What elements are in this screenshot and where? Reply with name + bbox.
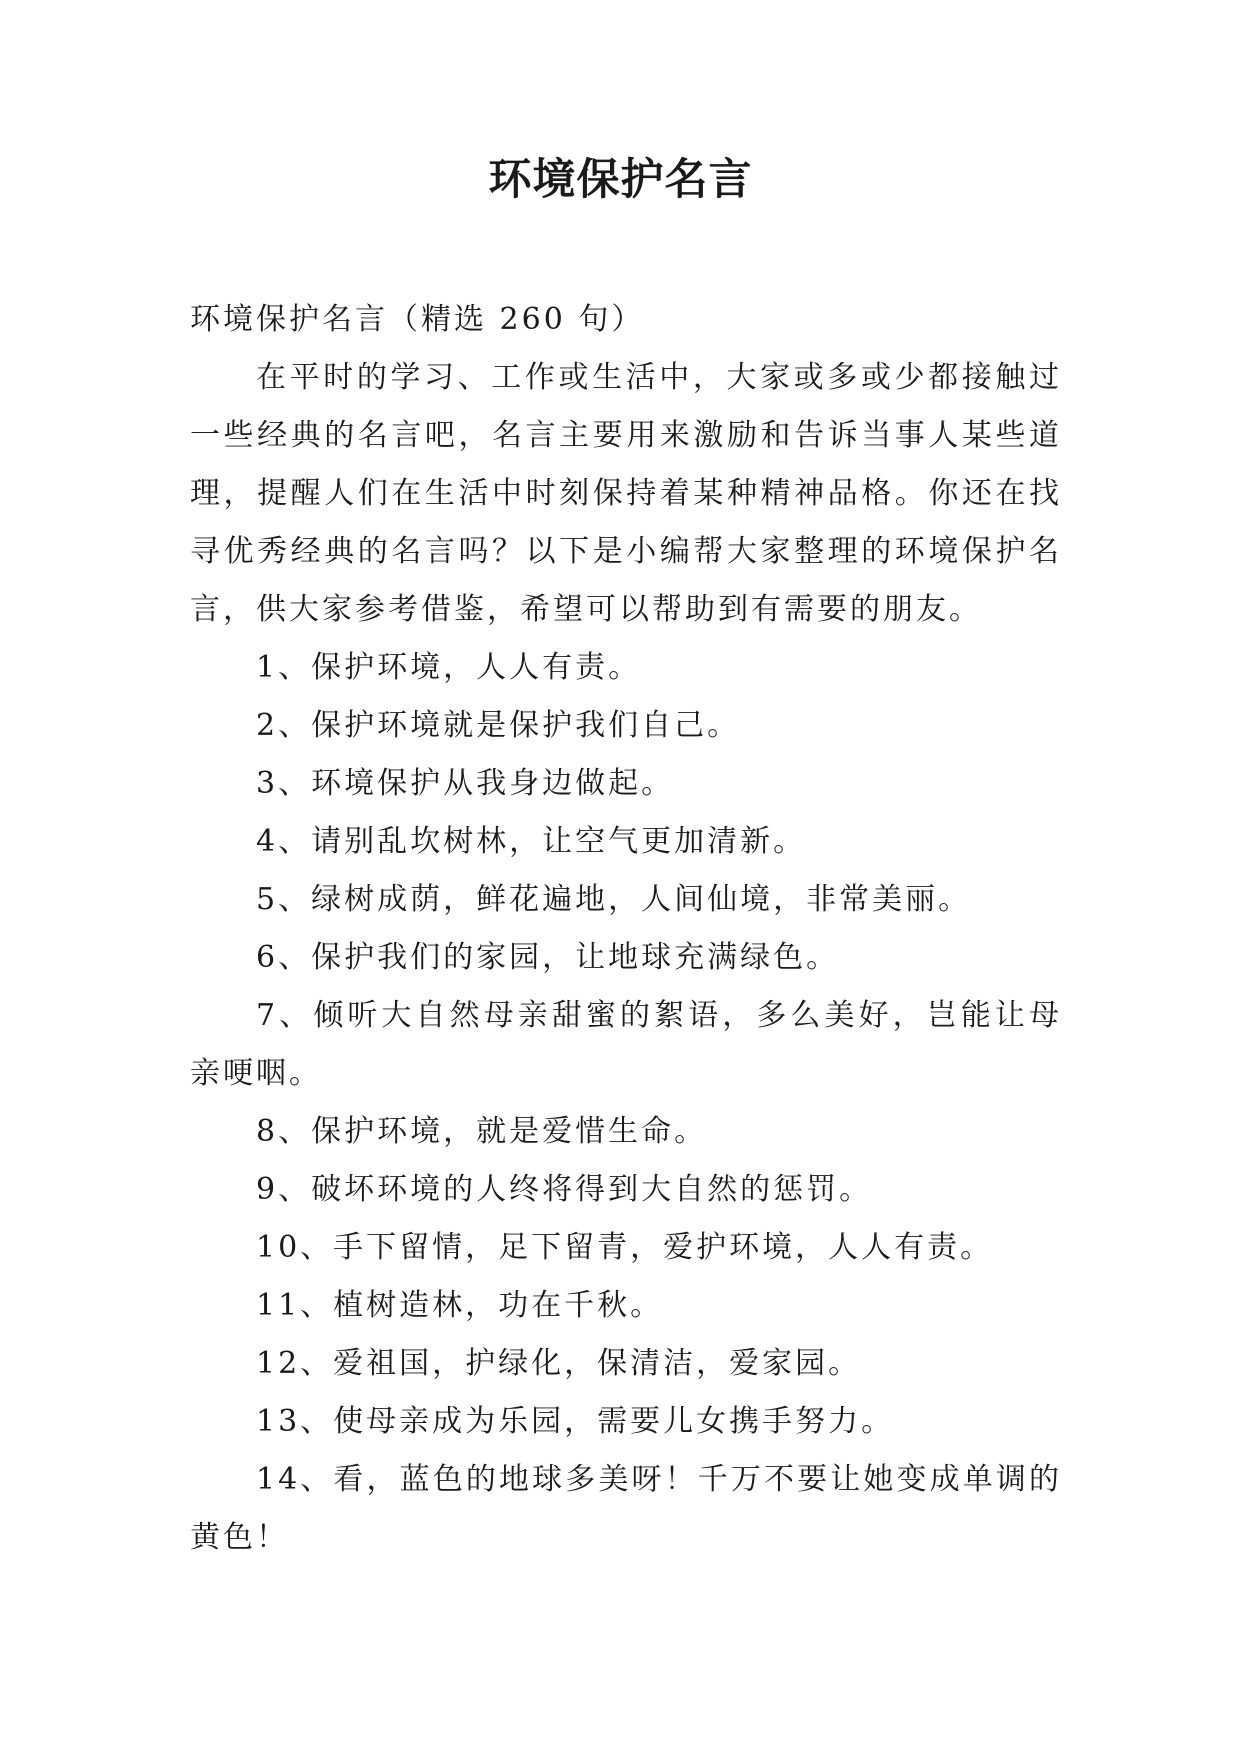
quote-item: 1、保护环境，人人有责。	[256, 650, 642, 685]
quote-item: 13、使母亲成为乐园，需要儿女携手努力。	[256, 1404, 895, 1439]
intro-paragraph: 在平时的学习、工作或生活中，大家或多或少都接触过一些经典的名言吧，名言主要用来激励和告诉当事人某些道理，提醒人们在生活中时刻保持着某种精神品格。你还在找寻优秀经典的名言吗？以下是小编帮大家整理的环境保护名言，供大家参考借鉴，希望可以帮助到有需要的朋友。	[190, 360, 1062, 627]
page-title: 环境保护名言	[488, 155, 753, 205]
quote-item: 7、倾听大自然母亲甜蜜的絮语，多么美好，岂能让母亲哽咽。	[190, 998, 1062, 1091]
document-body	[190, 291, 1062, 1567]
quote-item: 3、环境保护从我身边做起。	[256, 766, 675, 801]
quote-item: 10、手下留情，足下留青，爱护环境，人人有责。	[256, 1230, 994, 1265]
quote-item: 2、保护环境就是保护我们自己。	[256, 708, 741, 743]
quote-item: 6、保护我们的家园，让地球充满绿色。	[256, 940, 840, 975]
quote-item: 12、爱祖国，护绿化，保清洁，爱家园。	[256, 1346, 862, 1381]
quote-item: 5、绿树成荫，鲜花遍地，人间仙境，非常美丽。	[256, 882, 972, 917]
quote-item: 14、看，蓝色的地球多美呀！千万不要让她变成单调的黄色！	[190, 1462, 1062, 1555]
quote-item: 11、植树造林，功在千秋。	[256, 1288, 664, 1323]
subtitle: 环境保护名言（精选 260 句）	[190, 302, 645, 337]
quote-item: 4、请别乱坎树林，让空气更加清新。	[256, 824, 807, 859]
quote-item: 8、保护环境，就是爱惜生命。	[256, 1114, 708, 1149]
quote-item: 9、破坏环境的人终将得到大自然的惩罚。	[256, 1172, 873, 1207]
